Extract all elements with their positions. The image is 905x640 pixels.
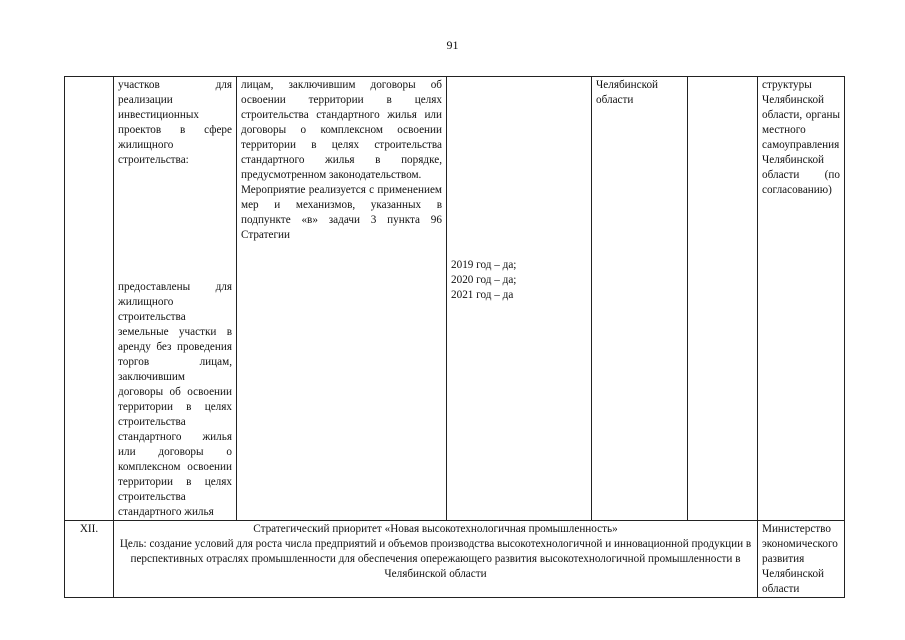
cell-responsible: структуры Челябинской области, органы местного самоуправления Челябинской области (по согласованию) bbox=[758, 77, 845, 521]
task-spacer bbox=[118, 168, 232, 280]
cell-priority-description bbox=[114, 521, 758, 598]
cell-row-number bbox=[65, 77, 114, 521]
task-text-part1: участков для реализации инвестиционных проектов в сфере жилищного строительства: bbox=[118, 79, 232, 166]
cell-empty bbox=[688, 77, 758, 521]
cell-task bbox=[114, 77, 237, 521]
years-spacer bbox=[451, 78, 587, 258]
cell-priority-responsible: Министерство экономического развития Челябинской области bbox=[758, 521, 845, 598]
mechanism-text-p2: Мероприятие реализуется с применением мер и механизмов, указанных в подпункте «в» задачи 3 пункта 96 Стратегии bbox=[241, 184, 442, 241]
priority-title: Стратегический приоритет «Новая высокотехнологичная промышленность» bbox=[253, 523, 618, 535]
years-2021: 2021 год – да bbox=[451, 289, 514, 301]
mechanism-text-p1: лицам, заключившим договоры об освоении территории в целях строительства стандартного жилья или договоры о комплексном освоении территории в целях строительства стандартного жилья в порядке, предусмотренном законодательством. bbox=[241, 79, 442, 181]
table-row-priority bbox=[65, 521, 845, 598]
task-text-part2: предоставлены для жилищного строительства земельные участки в аренду без проведения торгов лицам, заключившим договоры об освоении территории в целях строительства стандартного жилья или договоры о комплексном освоении территории в целях строительства стандартного жилья bbox=[118, 281, 232, 518]
years-2020: 2020 год – да; bbox=[451, 274, 517, 286]
years-2019: 2019 год – да; bbox=[451, 259, 517, 271]
cell-mechanism bbox=[237, 77, 447, 521]
cell-years bbox=[447, 77, 592, 521]
strategy-table bbox=[64, 76, 845, 598]
priority-goal: Цель: создание условий для роста числа предприятий и объемов производства высокотехнологичной и инновационной продукции в перспективных отраслях промышленности для обеспечения опережающего развития высокотехнологичной промышленности в Челябинской области bbox=[119, 538, 752, 580]
page-number: 91 bbox=[446, 38, 459, 52]
cell-region: Челябинской области bbox=[592, 77, 688, 521]
cell-priority-number: XII. bbox=[65, 521, 114, 598]
table-row-continuation bbox=[65, 77, 845, 521]
